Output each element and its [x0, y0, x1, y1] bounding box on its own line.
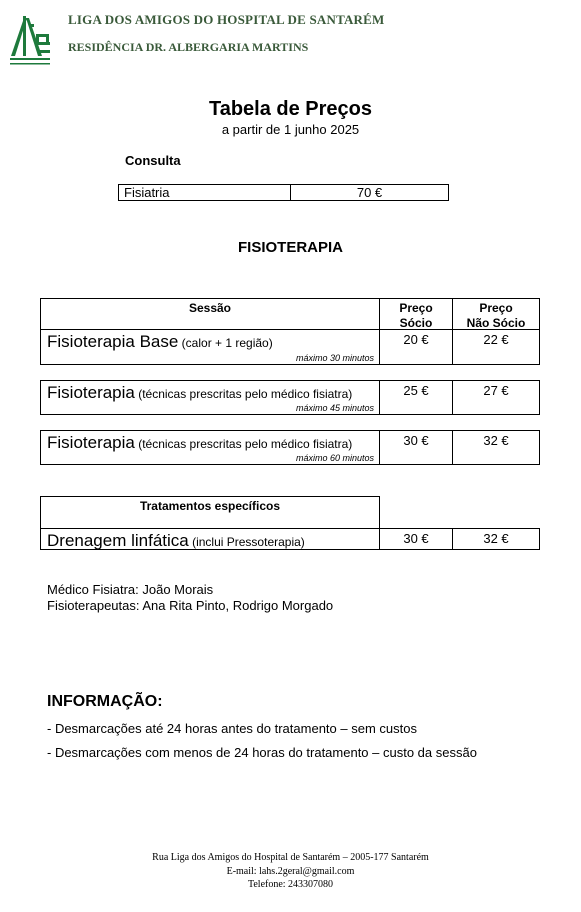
row-name: Drenagem linfática: [47, 531, 189, 550]
row-price-socio: 30 €: [380, 431, 453, 464]
fisioterapia-heading: FISIOTERAPIA: [237, 239, 343, 256]
row-price-nao-socio: 22 €: [483, 332, 509, 347]
row-detail: (técnicas prescritas pelo médico fisiatra): [134, 387, 353, 401]
consulta-service: Fisiatria: [119, 185, 291, 200]
row-description: [41, 330, 380, 364]
row-detail: (inclui Pressoterapia): [188, 535, 305, 549]
tratamentos-heading: Tratamentos específicos: [40, 496, 380, 528]
footer-address: Rua Liga dos Amigos do Hospital de Santarém – 2005-177 Santarém: [152, 852, 429, 863]
page-subtitle: a partir de 1 junho 2025: [221, 122, 360, 137]
row-name: Fisioterapia: [47, 383, 135, 402]
header-session-label: Sessão: [188, 301, 232, 315]
header-session: [40, 298, 380, 330]
header-price-nao-socio: [452, 298, 540, 330]
info-item: - Desmarcações com menos de 24 horas do tratamento – custo da sessão: [47, 745, 477, 760]
row-price-socio: 25 €: [380, 381, 453, 414]
header-price-nao-socio-line2: Não Sócio: [466, 316, 526, 330]
row-price-nao-socio: 27 €: [483, 383, 509, 398]
row-duration-note: máximo 45 minutos: [295, 403, 374, 413]
row-description: [41, 529, 380, 549]
row-price-socio: 30 €: [380, 529, 453, 549]
info-heading: INFORMAÇÃO:: [47, 693, 163, 710]
row-duration-note: máximo 60 minutos: [295, 453, 374, 463]
fisio-row: [40, 329, 540, 365]
info-item: - Desmarcações até 24 horas antes do tratamento – sem custos: [47, 721, 417, 736]
row-price-nao-socio: 32 €: [483, 531, 509, 546]
row-duration-note: máximo 30 minutos: [295, 353, 374, 363]
footer-phone: Telefone: 243307080: [247, 879, 334, 890]
tratamento-row: [40, 528, 540, 550]
row-description: [41, 381, 380, 414]
row-price-socio: 20 €: [380, 330, 453, 364]
row-name: Fisioterapia Base: [47, 332, 179, 351]
row-price-nao-socio: 32 €: [483, 433, 509, 448]
fisio-row: [40, 430, 540, 465]
header-price-socio-line1: Preço: [399, 301, 433, 315]
fisioterapeutas: Fisioterapeutas: Ana Rita Pinto, Rodrigo Morgado: [47, 598, 334, 613]
consulta-table: [118, 184, 449, 201]
fisio-table-header: [40, 298, 540, 330]
consulta-label: Consulta: [125, 153, 181, 168]
header-price-socio: [379, 298, 453, 330]
organization-name: LIGA DOS AMIGOS DO HOSPITAL DE SANTARÉM: [68, 12, 385, 27]
residence-name: RESIDÊNCIA DR. ALBERGARIA MARTINS: [68, 40, 309, 54]
medico-fisiatra: Médico Fisiatra: João Morais: [47, 582, 214, 597]
fisio-row: [40, 380, 540, 415]
header-price-nao-socio-line1: Preço: [479, 301, 513, 315]
lahs-logo: [8, 14, 52, 66]
page-title: Tabela de Preços: [208, 98, 373, 120]
row-name: Fisioterapia: [47, 433, 135, 452]
row-detail: (calor + 1 região): [178, 336, 273, 350]
header-price-socio-line2: Sócio: [399, 316, 433, 330]
row-description: [41, 431, 380, 464]
footer-email: E-mail: lahs.2geral@gmail.com: [226, 866, 355, 877]
consulta-price: 70 €: [356, 185, 383, 200]
row-detail: (técnicas prescritas pelo médico fisiatra): [134, 437, 353, 451]
